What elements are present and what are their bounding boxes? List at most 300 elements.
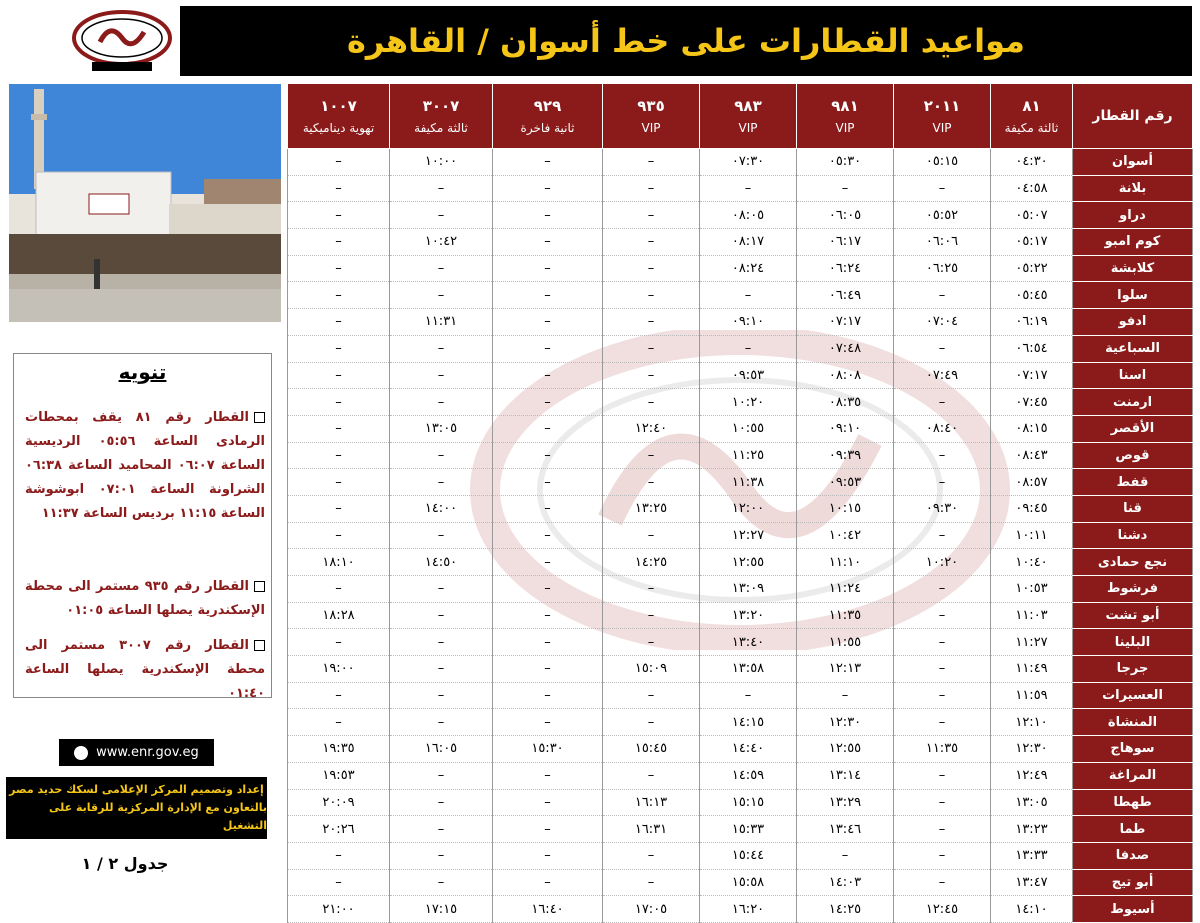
time-cell: –	[603, 442, 700, 469]
station-header: رقم القطار	[1073, 84, 1193, 149]
station-name: ارمنت	[1073, 389, 1193, 416]
station-name: بلانة	[1073, 175, 1193, 202]
time-cell: –	[390, 629, 493, 656]
time-cell: –	[603, 282, 700, 309]
station-name: اسنا	[1073, 362, 1193, 389]
time-cell: –	[493, 602, 603, 629]
table-row	[288, 549, 1193, 576]
notice-item	[25, 575, 265, 623]
time-cell: –	[493, 495, 603, 522]
time-cell: ١٤:٢٥	[603, 549, 700, 576]
time-cell: ١٩:٠٠	[288, 656, 390, 683]
time-cell: ٠٥:٤٥	[991, 282, 1073, 309]
time-cell: –	[390, 362, 493, 389]
time-cell: –	[493, 522, 603, 549]
time-cell: –	[288, 175, 390, 202]
station-name: سلوا	[1073, 282, 1193, 309]
time-cell: –	[390, 602, 493, 629]
time-cell: –	[493, 682, 603, 709]
table-row	[288, 522, 1193, 549]
time-cell: ١٣:٤٦	[797, 816, 894, 843]
time-cell: ١٦:٠٥	[390, 736, 493, 763]
time-cell: –	[390, 709, 493, 736]
time-cell: –	[493, 842, 603, 869]
time-cell: ١٣:٠٩	[700, 576, 797, 603]
time-cell: –	[493, 202, 603, 229]
time-cell: ١٠:٢٠	[894, 549, 991, 576]
time-cell: ١٤:١٠	[991, 896, 1073, 923]
time-cell: ٠٦:٠٦	[894, 229, 991, 256]
time-cell: ١٠:٥٣	[991, 576, 1073, 603]
time-cell: ٠٩:٤٥	[991, 495, 1073, 522]
time-cell: –	[700, 682, 797, 709]
time-cell: –	[894, 709, 991, 736]
time-cell: ١٤:٠٣	[797, 869, 894, 896]
time-cell: ١٢:٤٥	[894, 896, 991, 923]
checkbox-icon	[254, 412, 265, 423]
time-cell: ٠٦:٢٥	[894, 255, 991, 282]
train-number: ٩٨١	[831, 97, 859, 115]
table-row	[288, 282, 1193, 309]
time-cell: –	[603, 309, 700, 336]
table-row	[288, 202, 1193, 229]
time-cell: –	[390, 816, 493, 843]
time-cell: ٠٧:١٧	[991, 362, 1073, 389]
time-cell: –	[894, 869, 991, 896]
time-cell: ٠٧:٠٤	[894, 309, 991, 336]
time-cell: ١١:٣٨	[700, 469, 797, 496]
time-cell: ١١:٢٧	[991, 629, 1073, 656]
time-cell: –	[390, 469, 493, 496]
timetable-body	[288, 149, 1193, 923]
time-cell: ١١:٣٥	[797, 602, 894, 629]
time-cell: –	[603, 362, 700, 389]
train-class: VIP	[835, 121, 855, 135]
time-cell: ١٤:٢٥	[797, 896, 894, 923]
time-cell: –	[894, 469, 991, 496]
time-cell: –	[603, 522, 700, 549]
notice-item-text: القطار رقم ٩٣٥ مستمر الى محطة الإسكندرية يصلها الساعة ٠١:٠٥	[25, 579, 265, 618]
title-bar	[0, 0, 1200, 80]
time-cell: ٠٥:٢٢	[991, 255, 1073, 282]
time-cell: ١٢:٤٩	[991, 762, 1073, 789]
time-cell: ١١:٥٩	[991, 682, 1073, 709]
time-cell: –	[288, 229, 390, 256]
time-cell: ٠٧:٤٨	[797, 335, 894, 362]
station-name: كلابشة	[1073, 255, 1193, 282]
station-name: أبو تيج	[1073, 869, 1193, 896]
time-cell: ٠٨:٥٧	[991, 469, 1073, 496]
station-name: كوم امبو	[1073, 229, 1193, 256]
time-cell: –	[493, 656, 603, 683]
time-cell: ١٥:٤٤	[700, 842, 797, 869]
time-cell: –	[603, 709, 700, 736]
time-cell: –	[390, 202, 493, 229]
time-cell: ٠٨:٠٨	[797, 362, 894, 389]
table-row	[288, 442, 1193, 469]
station-name: دراو	[1073, 202, 1193, 229]
time-cell: ٠٨:٤٠	[894, 415, 991, 442]
time-cell: –	[603, 629, 700, 656]
time-cell: –	[894, 629, 991, 656]
time-cell: –	[700, 335, 797, 362]
time-cell: –	[390, 335, 493, 362]
table-row	[288, 415, 1193, 442]
time-cell: –	[603, 576, 700, 603]
time-cell: –	[894, 335, 991, 362]
table-row	[288, 495, 1193, 522]
time-cell: ١٢:٢٧	[700, 522, 797, 549]
notice-item	[25, 634, 265, 706]
notice-title: تنويه	[118, 360, 167, 384]
time-cell: ٠٥:١٥	[894, 149, 991, 176]
time-cell: ٢٠:٠٩	[288, 789, 390, 816]
time-cell: ١٢:١٠	[991, 709, 1073, 736]
time-cell: ١٣:١٤	[797, 762, 894, 789]
time-cell: ١٥:٤٥	[603, 736, 700, 763]
time-cell: –	[493, 869, 603, 896]
time-cell: ٠٨:١٥	[991, 415, 1073, 442]
time-cell: ٠٤:٣٠	[991, 149, 1073, 176]
table-row	[288, 602, 1193, 629]
station-name: دشنا	[1073, 522, 1193, 549]
time-cell: –	[894, 282, 991, 309]
time-cell: ١٣:٠٥	[390, 415, 493, 442]
checkbox-icon	[254, 640, 265, 651]
time-cell: –	[603, 602, 700, 629]
time-cell: –	[390, 442, 493, 469]
table-row	[288, 149, 1193, 176]
notice-item	[25, 406, 265, 526]
table-row	[288, 869, 1193, 896]
time-cell: –	[493, 549, 603, 576]
time-cell: ١٦:٤٠	[493, 896, 603, 923]
time-cell: ١٤:٥٠	[390, 549, 493, 576]
time-cell: –	[288, 389, 390, 416]
train-number: ٨١	[1022, 97, 1041, 115]
time-cell: ١٣:٢٣	[991, 816, 1073, 843]
table-row	[288, 469, 1193, 496]
time-cell: –	[894, 602, 991, 629]
time-cell: ٠٩:٣٠	[894, 495, 991, 522]
time-cell: ١١:١٠	[797, 549, 894, 576]
time-cell: –	[797, 175, 894, 202]
time-cell: ١٥:٣٠	[493, 736, 603, 763]
time-cell: ٠٨:١٧	[700, 229, 797, 256]
time-cell: ٠٦:١٧	[797, 229, 894, 256]
time-cell: –	[493, 762, 603, 789]
time-cell: ١٠:٢٠	[700, 389, 797, 416]
time-cell: –	[603, 149, 700, 176]
time-cell: ١٧:١٥	[390, 896, 493, 923]
time-cell: –	[493, 229, 603, 256]
time-cell: ١٣:٢٩	[797, 789, 894, 816]
time-cell: –	[603, 335, 700, 362]
time-cell: ١٢:٥٥	[797, 736, 894, 763]
time-cell: ١٠:١١	[991, 522, 1073, 549]
time-cell: –	[493, 255, 603, 282]
time-cell: –	[603, 682, 700, 709]
table-row	[288, 576, 1193, 603]
time-cell: ١٨:١٠	[288, 549, 390, 576]
time-cell: ١٨:٢٨	[288, 602, 390, 629]
time-cell: –	[493, 629, 603, 656]
time-cell: –	[493, 175, 603, 202]
time-cell: ١١:٠٣	[991, 602, 1073, 629]
time-cell: ٠٦:٢٤	[797, 255, 894, 282]
time-cell: ٠٥:٥٢	[894, 202, 991, 229]
time-cell: ١٢:١٣	[797, 656, 894, 683]
time-cell: ١٩:٣٥	[288, 736, 390, 763]
time-cell: –	[894, 442, 991, 469]
table-row	[288, 682, 1193, 709]
table-row	[288, 709, 1193, 736]
time-cell: –	[603, 175, 700, 202]
time-cell: ١٠:٤٠	[991, 549, 1073, 576]
station-name: طما	[1073, 816, 1193, 843]
train-number: ٣٠٠٧	[422, 97, 460, 115]
time-cell: ١٦:٣١	[603, 816, 700, 843]
table-row	[288, 656, 1193, 683]
time-cell: ١٢:٤٠	[603, 415, 700, 442]
time-cell: ١٢:٣٠	[797, 709, 894, 736]
time-cell: ٠٨:٤٣	[991, 442, 1073, 469]
time-cell: –	[894, 175, 991, 202]
time-cell: –	[603, 762, 700, 789]
time-cell: –	[493, 389, 603, 416]
time-cell: –	[288, 149, 390, 176]
station-name: أبو تشت	[1073, 602, 1193, 629]
time-cell: ١١:٣١	[390, 309, 493, 336]
train-number: ١٠٠٧	[320, 97, 357, 115]
time-cell: ٠٦:٤٩	[797, 282, 894, 309]
time-cell: ١٢:٥٥	[700, 549, 797, 576]
time-cell: ١٣:٤٧	[991, 869, 1073, 896]
station-name: صدفا	[1073, 842, 1193, 869]
train-class: ثانية فاخرة	[520, 121, 575, 135]
page-title: مواعيد القطارات على خط أسوان / القاهرة	[347, 22, 1025, 60]
time-cell: –	[390, 255, 493, 282]
time-cell: –	[493, 789, 603, 816]
time-cell: ٢٠:٢٦	[288, 816, 390, 843]
time-cell: –	[493, 816, 603, 843]
credit-line: بالتعاون مع الإدارة المركزية للرقابة على التشغيل	[48, 801, 267, 832]
station-name: قوص	[1073, 442, 1193, 469]
time-cell: –	[493, 309, 603, 336]
train-header	[894, 84, 991, 149]
time-cell: ٠٤:٥٨	[991, 175, 1073, 202]
train-number: ٢٠١١	[923, 97, 961, 115]
table-row	[288, 229, 1193, 256]
time-cell: ٠٧:٤٩	[894, 362, 991, 389]
time-cell: –	[894, 682, 991, 709]
time-cell: ١٦:١٣	[603, 789, 700, 816]
time-cell: –	[288, 842, 390, 869]
time-cell: –	[493, 282, 603, 309]
time-cell: –	[894, 789, 991, 816]
time-cell: ١٣:٥٨	[700, 656, 797, 683]
station-name: العسيرات	[1073, 682, 1193, 709]
time-cell: ١١:٥٥	[797, 629, 894, 656]
train-header	[288, 84, 390, 149]
egyptian-railways-logo-icon	[70, 8, 174, 72]
train-header	[493, 84, 603, 149]
time-cell: –	[700, 282, 797, 309]
train-header	[991, 84, 1073, 149]
time-cell: ٠٨:٠٥	[700, 202, 797, 229]
time-cell: –	[390, 682, 493, 709]
time-cell: –	[288, 335, 390, 362]
time-cell: –	[390, 175, 493, 202]
time-cell: –	[603, 842, 700, 869]
train-header	[700, 84, 797, 149]
checkbox-icon	[254, 581, 265, 592]
station-photo	[9, 84, 281, 322]
table-row	[288, 816, 1193, 843]
timetable	[287, 83, 1192, 917]
time-cell: ٠٦:٠٥	[797, 202, 894, 229]
time-cell: –	[390, 762, 493, 789]
time-cell: –	[288, 255, 390, 282]
table-row	[288, 255, 1193, 282]
time-cell: ١٣:٣٣	[991, 842, 1073, 869]
time-cell: –	[288, 362, 390, 389]
time-cell: ١٥:٣٣	[700, 816, 797, 843]
time-cell: –	[288, 309, 390, 336]
table-row	[288, 362, 1193, 389]
website-url: www.enr.gov.eg	[96, 745, 199, 760]
time-cell: ٠٩:٥٣	[797, 469, 894, 496]
time-cell: –	[288, 442, 390, 469]
table-row	[288, 335, 1193, 362]
time-cell: ٠٧:٣٠	[700, 149, 797, 176]
time-cell: –	[797, 682, 894, 709]
time-cell: –	[493, 362, 603, 389]
train-class: ثالثة مكيفة	[414, 121, 468, 135]
table-row	[288, 629, 1193, 656]
train-class: تهوية ديناميكية	[302, 121, 375, 135]
time-cell: –	[390, 842, 493, 869]
time-cell: –	[493, 576, 603, 603]
time-cell: ١٠:٠٠	[390, 149, 493, 176]
time-cell: ٠٧:١٧	[797, 309, 894, 336]
time-cell: ١٥:١٥	[700, 789, 797, 816]
time-cell: ٢١:٠٠	[288, 896, 390, 923]
time-cell: ١١:٢٥	[700, 442, 797, 469]
time-cell: –	[390, 389, 493, 416]
time-cell: –	[288, 202, 390, 229]
train-number: ٩٣٥	[637, 97, 665, 115]
time-cell: –	[390, 869, 493, 896]
time-cell: ٠٦:١٩	[991, 309, 1073, 336]
time-cell: –	[288, 282, 390, 309]
time-cell: ٠٥:٣٠	[797, 149, 894, 176]
time-cell: ٠٩:١٠	[797, 415, 894, 442]
time-cell: –	[493, 149, 603, 176]
time-cell: –	[603, 255, 700, 282]
station-name: فرشوط	[1073, 576, 1193, 603]
time-cell: –	[603, 869, 700, 896]
time-cell: –	[288, 576, 390, 603]
train-class: ثالثة مكيفة	[1004, 121, 1059, 135]
time-cell: –	[288, 415, 390, 442]
time-cell: –	[288, 495, 390, 522]
notice-box	[13, 353, 272, 701]
time-cell: –	[288, 709, 390, 736]
time-cell: ١٣:٤٠	[700, 629, 797, 656]
time-cell: ١٠:٥٥	[700, 415, 797, 442]
time-cell: –	[894, 576, 991, 603]
time-cell: ٠٥:٠٧	[991, 202, 1073, 229]
time-cell: ٠٥:١٧	[991, 229, 1073, 256]
time-cell: –	[390, 789, 493, 816]
time-cell: –	[797, 842, 894, 869]
time-cell: –	[894, 762, 991, 789]
time-cell: –	[390, 576, 493, 603]
time-cell: –	[894, 522, 991, 549]
station-name: قفط	[1073, 469, 1193, 496]
table-row	[288, 789, 1193, 816]
time-cell: ٠٩:٥٣	[700, 362, 797, 389]
time-cell: ١٤:٤٠	[700, 736, 797, 763]
time-cell: ١٢:٠٠	[700, 495, 797, 522]
time-cell: ١٦:٢٠	[700, 896, 797, 923]
time-cell: –	[493, 442, 603, 469]
time-cell: ١٠:٤٢	[390, 229, 493, 256]
station-name: طهطا	[1073, 789, 1193, 816]
time-cell: –	[894, 816, 991, 843]
time-cell: –	[493, 709, 603, 736]
table-row	[288, 736, 1193, 763]
time-cell: –	[603, 389, 700, 416]
station-name: قنا	[1073, 495, 1193, 522]
time-cell: ١٤:١٥	[700, 709, 797, 736]
station-name: أسوان	[1073, 149, 1193, 176]
time-cell: –	[603, 202, 700, 229]
time-cell: ٠٨:٢٤	[700, 255, 797, 282]
time-cell: ١٩:٥٣	[288, 762, 390, 789]
time-cell: ١١:٣٥	[894, 736, 991, 763]
train-header	[390, 84, 493, 149]
train-header	[797, 84, 894, 149]
station-name: البلينا	[1073, 629, 1193, 656]
time-cell: –	[390, 656, 493, 683]
train-number: ٩٢٩	[533, 97, 562, 115]
station-name: سوهاج	[1073, 736, 1193, 763]
website-link[interactable]	[59, 739, 214, 766]
train-class: VIP	[738, 121, 758, 135]
time-cell: –	[493, 469, 603, 496]
station-name: نجع حمادى	[1073, 549, 1193, 576]
table-row	[288, 762, 1193, 789]
table-row	[288, 389, 1193, 416]
train-class: VIP	[641, 121, 661, 135]
credit-box	[6, 777, 267, 839]
time-cell: ١٣:٢٠	[700, 602, 797, 629]
time-cell: ١٧:٠٥	[603, 896, 700, 923]
time-cell: ١٣:٢٥	[603, 495, 700, 522]
time-cell: –	[390, 522, 493, 549]
notice-item-text: القطار رقم ٣٠٠٧ مستمر الى محطة الإسكندرية يصلها الساعة ٠١:٤٠	[25, 638, 265, 701]
station-name: ادفو	[1073, 309, 1193, 336]
time-cell: ١٥:٥٨	[700, 869, 797, 896]
time-cell: ١٥:٠٩	[603, 656, 700, 683]
train-class: VIP	[932, 121, 952, 135]
credit-line: إعداد وتصميم المركز الإعلامى لسكك حديد مصر	[9, 783, 264, 796]
time-cell: –	[493, 415, 603, 442]
header-row	[288, 84, 1193, 149]
time-cell: ١٢:٣٠	[991, 736, 1073, 763]
